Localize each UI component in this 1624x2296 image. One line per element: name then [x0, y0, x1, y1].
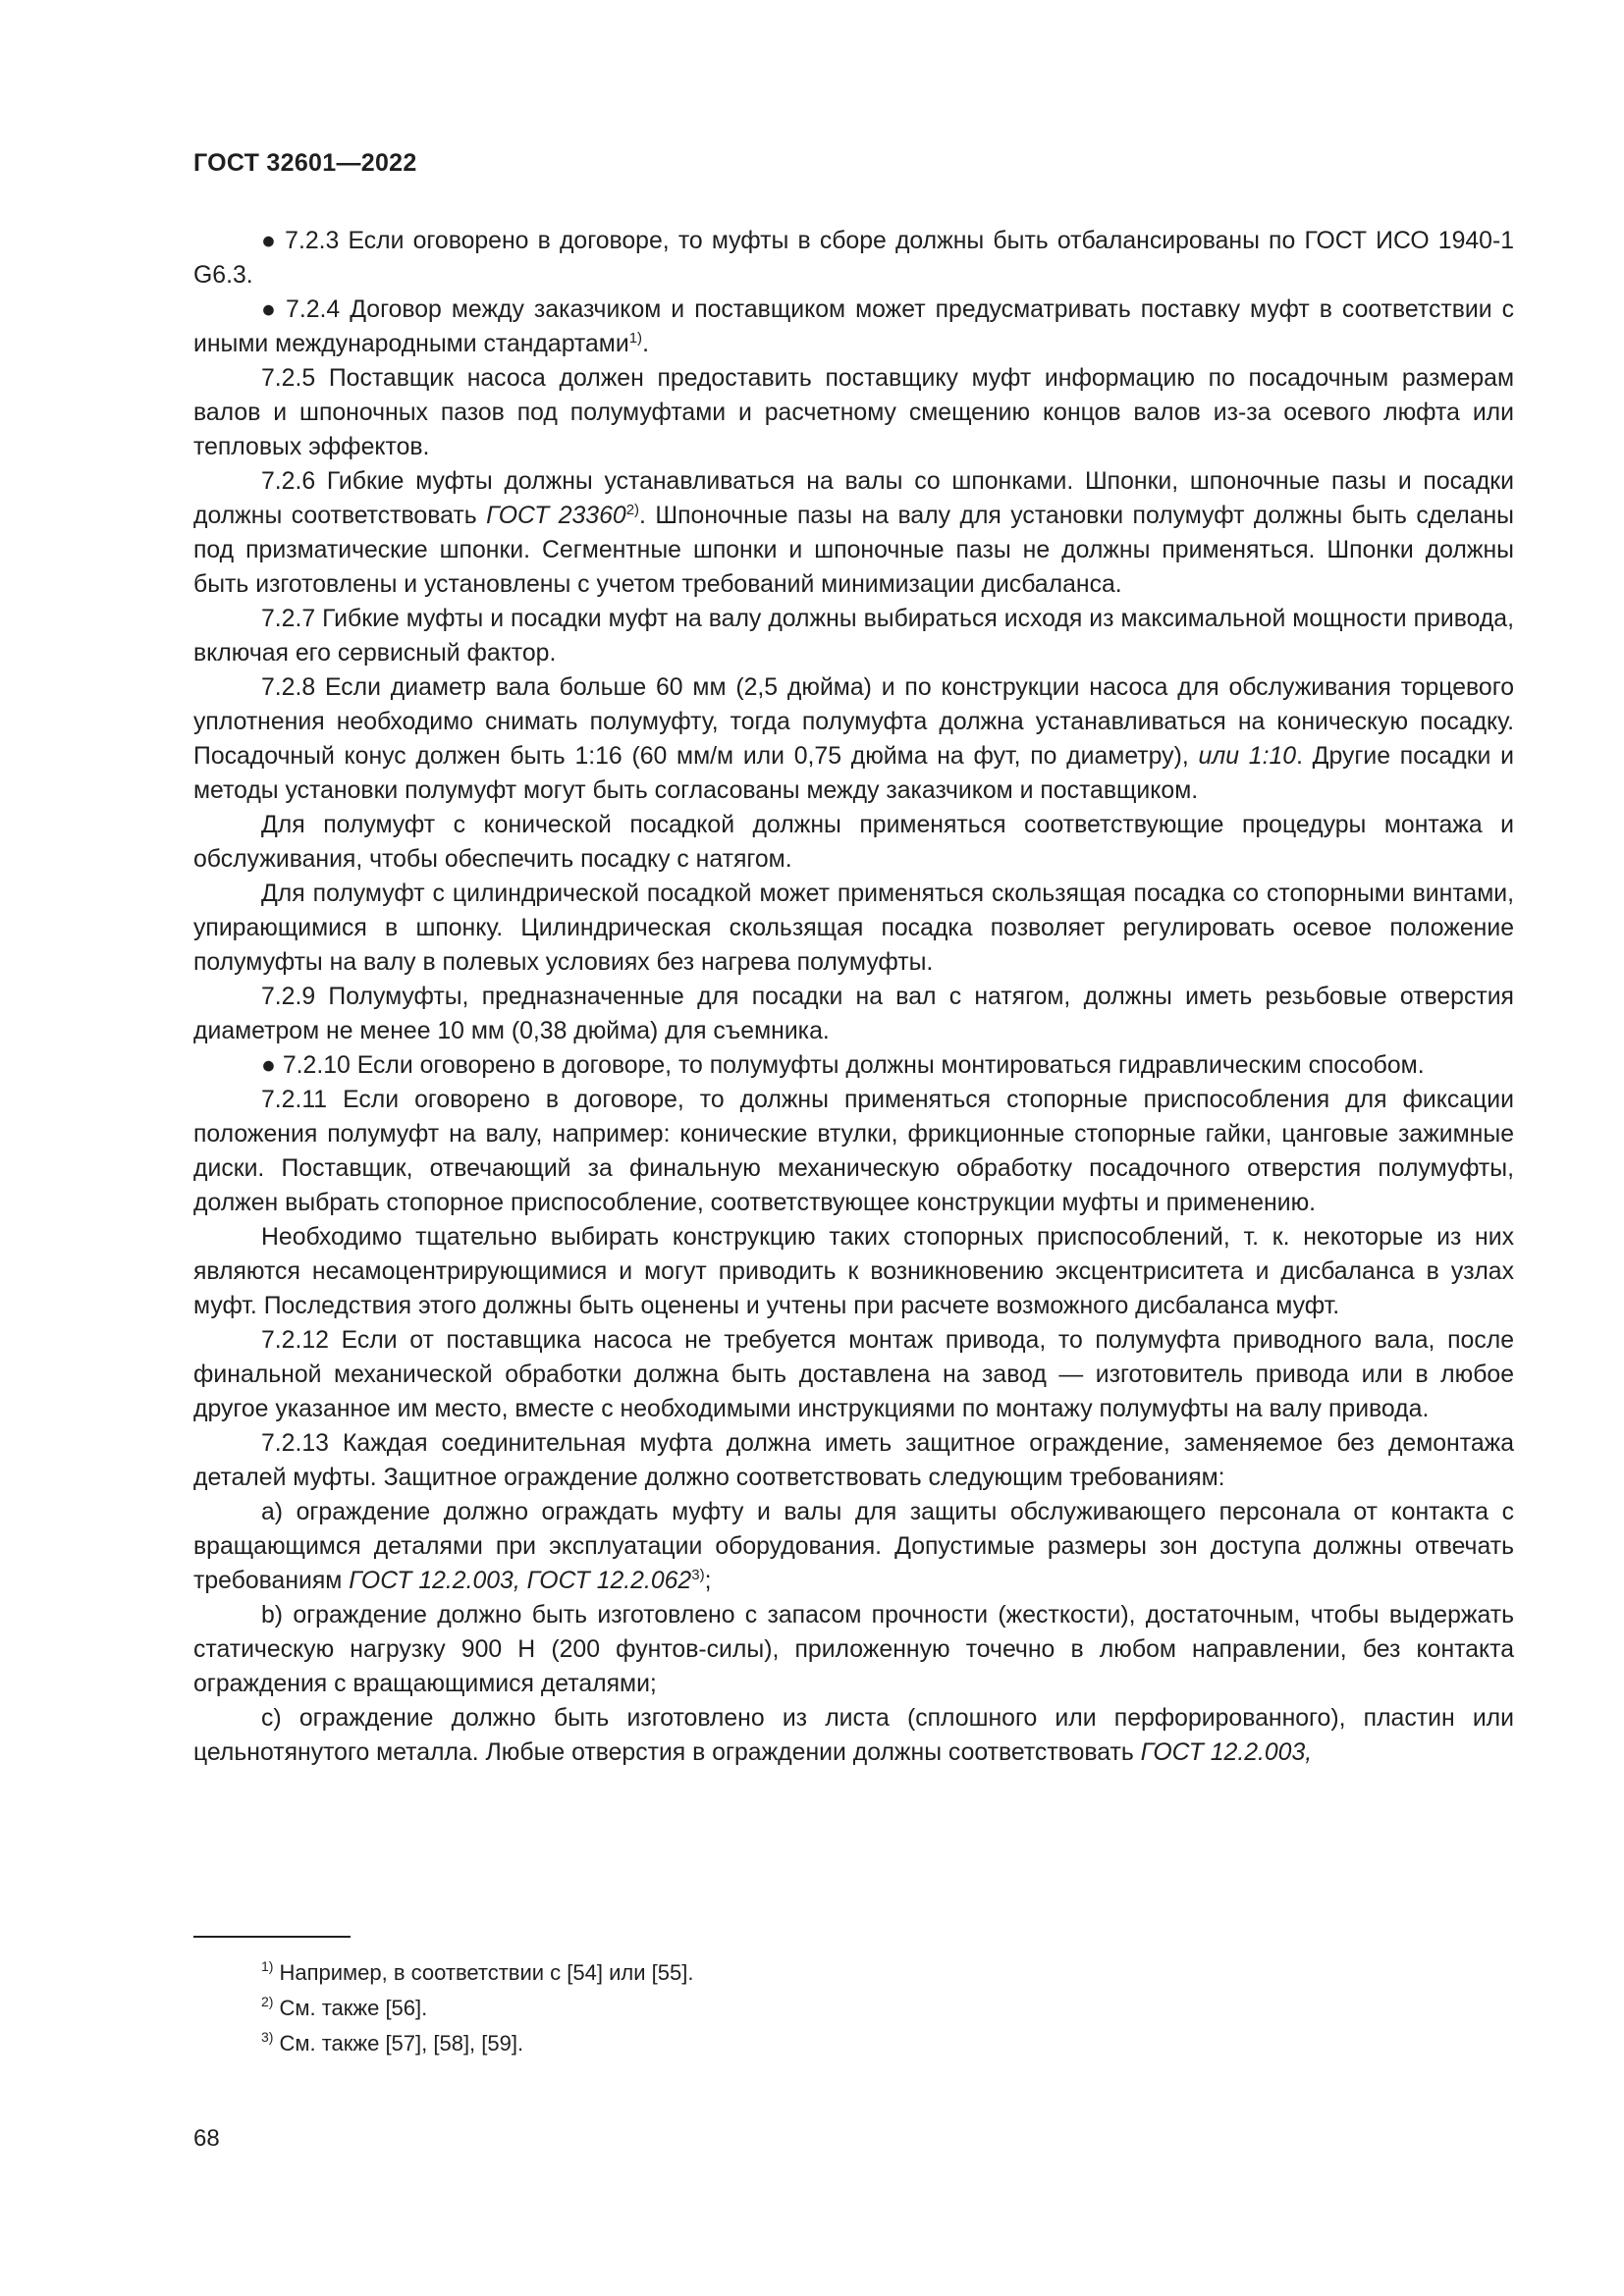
paragraph-7-2-6 [193, 464, 1514, 602]
paragraph-7-2-4 [193, 293, 1514, 361]
paragraph-7-2-13: 7.2.13 Каждая соединительная муфта должна иметь защитное ограждение, заменяемое без демонтажа деталей муфты. Защитное ограждение должно соответствовать следующим требованиям: [193, 1430, 1514, 1491]
bullet-icon: ● [261, 296, 276, 323]
standard-reference: ГОСТ 12.2.003, [1140, 1739, 1313, 1766]
footnote-divider [193, 1936, 351, 1938]
paragraph-text: 7.2.6 Гибкие муфты должны устанавливаться на валы со шпонками. Шпонки, шпоночные пазы и посадки должны соответствовать [193, 468, 1514, 529]
footnote-ref-2[interactable]: 2) [625, 502, 640, 518]
paragraph-text: . Шпоночные пазы на валу для установки полумуфт должны быть сделаны под призматические шпонки. Сегментные шпонки и шпоночные пазы не должны применяться. Шпонки должны быть изготовлены и установлены с учетом требований минимизации дисбаланса. [193, 503, 1515, 598]
paragraph-7-2-10 [193, 1048, 1514, 1083]
standard-reference: ГОСТ 23360 [486, 503, 626, 529]
paragraph-text: 7.2.8 Если диаметр вала больше 60 мм (2,5 дюйма) и по конструкции насоса для обслуживания торцевого уплотнения необходимо снимать полумуфту, тогда полумуфта должна устанавливаться на коническую посадку. Посадочный конус должен быть 1:16 (60 мм/м или 0,75 дюйма на фут, по диаметру), [193, 674, 1514, 770]
document-header-title: ГОСТ 32601—2022 [193, 149, 417, 177]
list-item-b: b) ограждение должно быть изготовлено с запасом прочности (жесткости), достаточным, чтобы выдержать статическую нагрузку 900 Н (200 фунтов-силы), приложенную точечно в любом направлении, без контакта ограждения с вращающимися деталями; [193, 1602, 1514, 1697]
paragraph-7-2-8-cylindrical: Для полумуфт с цилиндрической посадкой может применяться скользящая посадка со стопорными винтами, упирающимися в шпонку. Цилиндрическая скользящая посадка позволяет регулировать осевое положение полумуфты на валу в полевых условиях без нагрева полумуфты. [193, 881, 1514, 976]
paragraph-7-2-9: 7.2.9 Полумуфты, предназначенные для посадки на вал с натягом, должны иметь резьбовые отверстия диаметром не менее 10 мм (0,38 дюйма) для съемника. [193, 984, 1514, 1044]
paragraph-7-2-8 [193, 670, 1514, 808]
bullet-icon: ● [261, 1052, 276, 1079]
document-body [193, 224, 1514, 1770]
page-number: 68 [193, 2125, 220, 2152]
footnotes [261, 1955, 693, 2061]
paragraph-7-2-12: 7.2.12 Если от поставщика насоса не требуется монтаж привода, то полумуфта приводного вала, после финальной механической обработки должна быть доставлена на завод — изготовитель привода или в любое другое указанное им место, вместе с необходимыми инструкциями по монтажу полумуфты на валу привода. [193, 1327, 1514, 1422]
paragraph-tail: ; [704, 1568, 712, 1594]
paragraph-text: 7.2.10 Если оговорено в договоре, то полумуфты должны монтироваться гидравлическим способом. [282, 1052, 1425, 1079]
footnote-1 [261, 1955, 693, 1991]
paragraph-tail: . [642, 331, 649, 357]
footnote-text: Например, в соответствии с [54] или [55]. [279, 1960, 694, 1985]
footnote-ref-3[interactable]: 3) [691, 1567, 705, 1583]
footnote-text: См. также [56]. [279, 1996, 428, 2020]
paragraph-text: 7.2.4 Договор между заказчиком и поставщиком может предусматривать поставку муфт в соответствии с иными международными стандартами [193, 296, 1515, 357]
paragraph-text: 7.2.3 Если оговорено в договоре, то муфты в сборе должны быть отбалансированы по ГОСТ ИСО 1940-1 G6.3. [193, 228, 1515, 289]
paragraph-7-2-11-note: Необходимо тщательно выбирать конструкцию таких стопорных приспособлений, т. к. некоторые из них являются несамоцентрирующимися и могут приводить к возникновению эксцентриситета и дисбаланса в узлах муфт. Последствия этого должны быть оценены и учтены при расчете возможного дисбаланса муфт. [193, 1224, 1514, 1319]
paragraph-text: c) ограждение должно быть изготовлено из листа (сплошного или перфорированного), пластин или цельнотянутого металла. Любые отверстия в ограждении должны соответствовать [193, 1705, 1514, 1766]
standard-reference: ГОСТ 12.2.003, ГОСТ 12.2.062 [349, 1568, 692, 1594]
bullet-icon: ● [261, 228, 276, 254]
paragraph-7-2-5: 7.2.5 Поставщик насоса должен предоставить поставщику муфт информацию по посадочным размерам валов и шпоночных пазов под полумуфтами и расчетному смещению концов валов из-за осевого люфта или тепловых эффектов. [193, 365, 1514, 460]
footnote-3 [261, 2026, 693, 2061]
italic-text: или 1:10 [1198, 743, 1297, 770]
list-item-a [193, 1495, 1514, 1598]
footnote-text: См. также [57], [58], [59]. [279, 2031, 524, 2056]
paragraph-text: . Другие посадки и методы установки полумуфт могут быть согласованы между заказчиком и поставщиком. [193, 743, 1514, 804]
paragraph-text: a) ограждение должно ограждать муфту и валы для защиты обслуживающего персонала от контакта с вращающимся деталями при эксплуатации оборудования. Допустимые размеры зон доступа должны отвечать требованиям [193, 1499, 1514, 1594]
footnote-mark: 3) [261, 2029, 274, 2045]
footnote-mark: 1) [261, 1958, 274, 1974]
footnote-2 [261, 1991, 693, 2026]
list-item-c [193, 1701, 1514, 1770]
footnote-mark: 2) [261, 1994, 274, 2009]
paragraph-7-2-8-conical: Для полумуфт с конической посадкой должны применяться соответствующие процедуры монтажа и обслуживания, чтобы обеспечить посадку с натягом. [193, 812, 1514, 873]
paragraph-7-2-3 [193, 224, 1514, 293]
paragraph-7-2-7: 7.2.7 Гибкие муфты и посадки муфт на валу должны выбираться исходя из максимальной мощности привода, включая его сервисный фактор. [193, 606, 1514, 667]
paragraph-7-2-11: 7.2.11 Если оговорено в договоре, то должны применяться стопорные приспособления для фиксации положения полумуфт на валу, например: конические втулки, фрикционные стопорные гайки, цанговые зажимные диски. Поставщик, отвечающий за финальную механическую обработку посадочного отверстия полумуфты, должен выбрать стопорное приспособление, соответствующее конструкции муфты и применению. [193, 1087, 1514, 1216]
footnote-ref-1[interactable]: 1) [628, 330, 643, 347]
